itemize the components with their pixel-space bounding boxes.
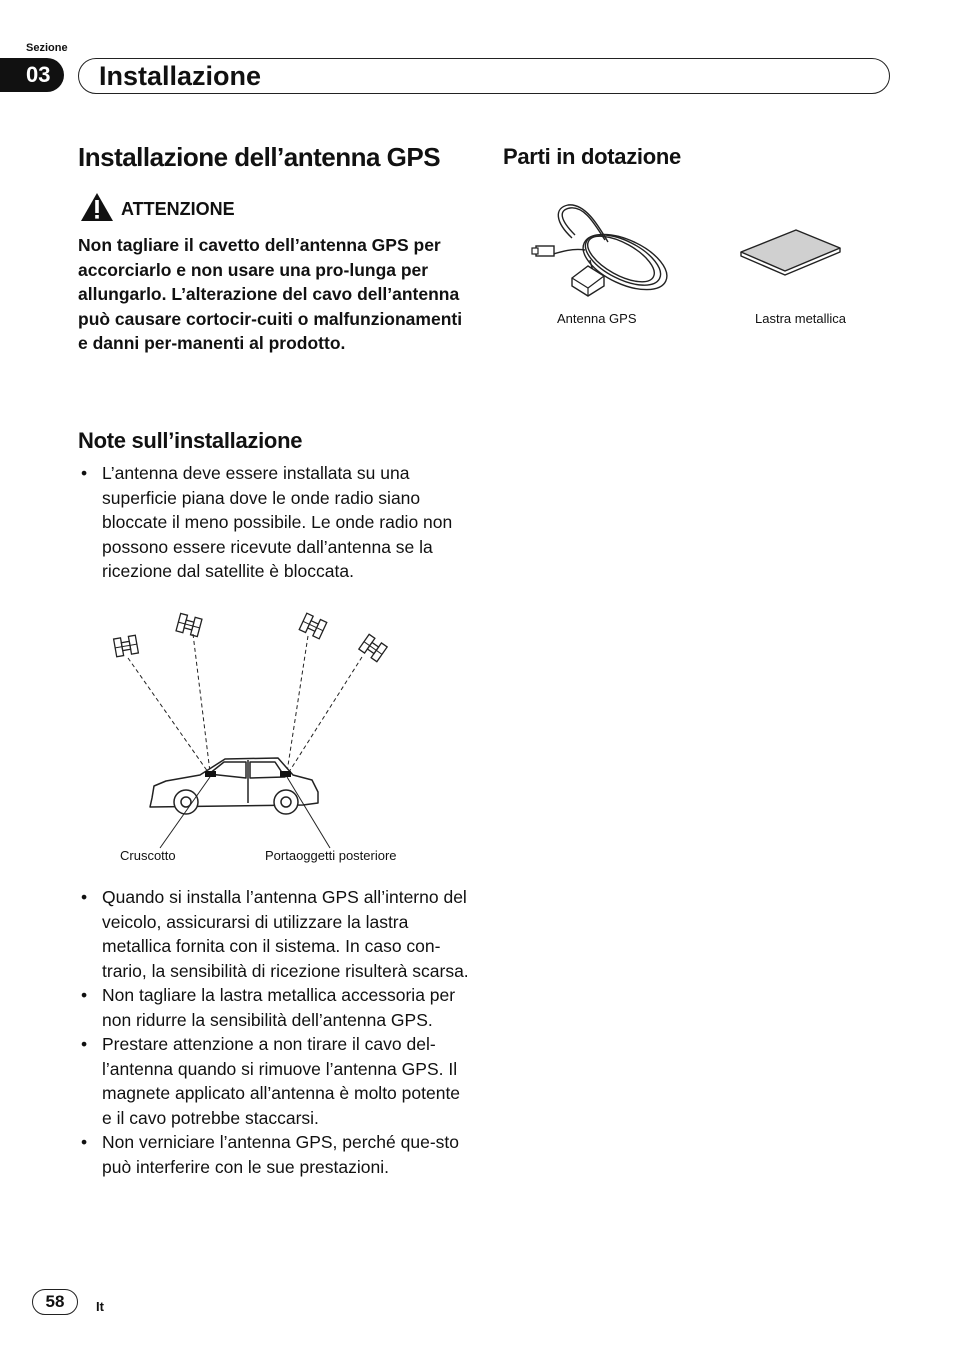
section-number-badge: 03	[0, 58, 64, 92]
caption-cruscotto: Cruscotto	[120, 848, 176, 863]
list-item: • Quando si installa l’antenna GPS all’interno del veicolo, assicurarsi di utilizzare la lastra metallica fornita con il sistema. In caso con-trario, la sensibilità di ricezione risulterà scarsa.	[78, 885, 473, 983]
caption-lastra-metallica: Lastra metallica	[755, 311, 847, 326]
satellite-icon	[299, 613, 327, 639]
list-item: • L’antenna deve essere installata su una superficie piana dove le onde radio siano bloccate il meno possibile. Le onde radio non possono essere ricevute dall’antenna se la ricezione dal satellite è bloccata.	[78, 461, 473, 584]
satellite-icon	[359, 634, 387, 661]
list-item: • Prestare attenzione a non tirare il cavo del-l’antenna quando si rimuove l’antenna GPS. Il magnete applicato all’antenna è molto potente e il cavo potrebbe staccarsi.	[78, 1032, 473, 1130]
gps-antenna-icon	[530, 200, 680, 305]
caption-antenna-gps: Antenna GPS	[557, 311, 637, 326]
section-title: Installazione	[78, 58, 890, 94]
page-title: Installazione dell’antenna GPS	[78, 142, 441, 172]
list-item: • Non verniciare l’antenna GPS, perché que-sto può interferire con le sue prestazioni.	[78, 1130, 473, 1179]
warning-label: ATTENZIONE	[121, 199, 235, 219]
parts-heading: Parti in dotazione	[503, 144, 681, 169]
notes-heading: Note sull’installazione	[78, 428, 303, 453]
satellite-icon	[114, 635, 139, 657]
page-number: 58	[32, 1289, 78, 1315]
notes-list-2	[78, 885, 473, 1179]
sezione-label: Sezione	[26, 42, 68, 54]
caption-portaoggetti: Portaoggetti posteriore	[265, 848, 397, 863]
metal-plate-icon	[738, 227, 843, 277]
satellite-icon	[176, 613, 202, 636]
warning-text: Non tagliare il cavetto dell’antenna GPS per accorciarlo e non usare una pro-lunga per allungarlo. L’alterazione del cavo dell’antenna può causare cortocir-cuiti o malfunzionamenti e danni per-manenti al prodotto.	[78, 235, 463, 353]
language-code: It	[96, 1299, 104, 1314]
list-item: • Non tagliare la lastra metallica accessoria per non ridurre la sensibilità dell’antenna GPS.	[78, 983, 473, 1032]
